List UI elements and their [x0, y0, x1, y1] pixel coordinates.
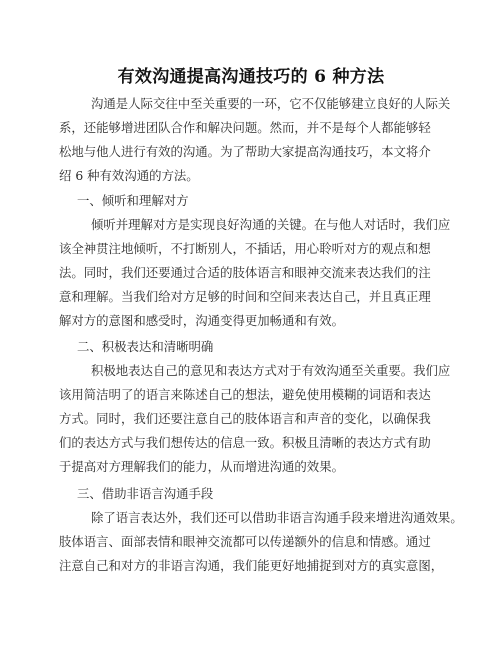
paragraph-line: 于提高对方理解我们的能力，从而增进沟通的效果。	[59, 459, 344, 474]
paragraph-line: 沟通是人际交往中至关重要的一环，它不仅能够建立良好的人际关	[91, 96, 451, 111]
paragraph-line: 方式。同时，我们还要注意自己的肢体语言和声音的变化，以确保我	[59, 411, 431, 426]
paragraph-line: 系，还能够增进团队合作和解决问题。然而，并不是每个人都能够轻	[59, 120, 431, 135]
document-title: 有效沟通提高沟通技巧的 6 种方法	[117, 67, 385, 87]
paragraph-line: 解对方的意图和感受时，沟通变得更加畅通和有效。	[59, 313, 344, 328]
paragraph-line: 肢体语言、面部表情和眼神交流都可以传递额外的信息和情感。通过	[59, 534, 431, 549]
paragraph-line: 松地与他人进行有效的沟通。为了帮助大家提高沟通技巧，本文将介	[59, 144, 431, 159]
paragraph-line: 注意自己和对方的非语言沟通，我们能更好地捕捉到对方的真实意图，	[59, 558, 444, 573]
paragraph-line: 倾听并理解对方是实现良好沟通的关键。在与他人对话时，我们应	[91, 217, 451, 232]
section-heading: 一、倾听和理解对方	[77, 193, 189, 208]
paragraph-line: 该全神贯注地倾听，不打断别人，不插话，用心聆听对方的观点和想	[59, 241, 431, 256]
paragraph-line: 法。同时，我们还要通过合适的肢体语言和眼神交流来表达我们的注	[59, 265, 431, 280]
section-heading: 二、积极表达和清晰明确	[77, 339, 214, 354]
paragraph-line: 除了语言表达外，我们还可以借助非语言沟通手段来增进沟通效果。	[91, 510, 463, 525]
section-heading: 三、借助非语言沟通手段	[77, 486, 214, 501]
paragraph-line: 意和理解。当我们给对方足够的时间和空间来表达自己，并且真正理	[59, 289, 431, 304]
paragraph-line: 积极地表达自己的意见和表达方式对于有效沟通至关重要。我们应	[91, 363, 451, 378]
paragraph-line: 们的表达方式与我们想传达的信息一致。积极且清晰的表达方式有助	[59, 435, 431, 450]
paragraph-line: 绍 6 种有效沟通的方法。	[59, 168, 199, 183]
paragraph-line: 该用简洁明了的语言来陈述自己的想法，避免使用模糊的词语和表达	[59, 387, 431, 402]
